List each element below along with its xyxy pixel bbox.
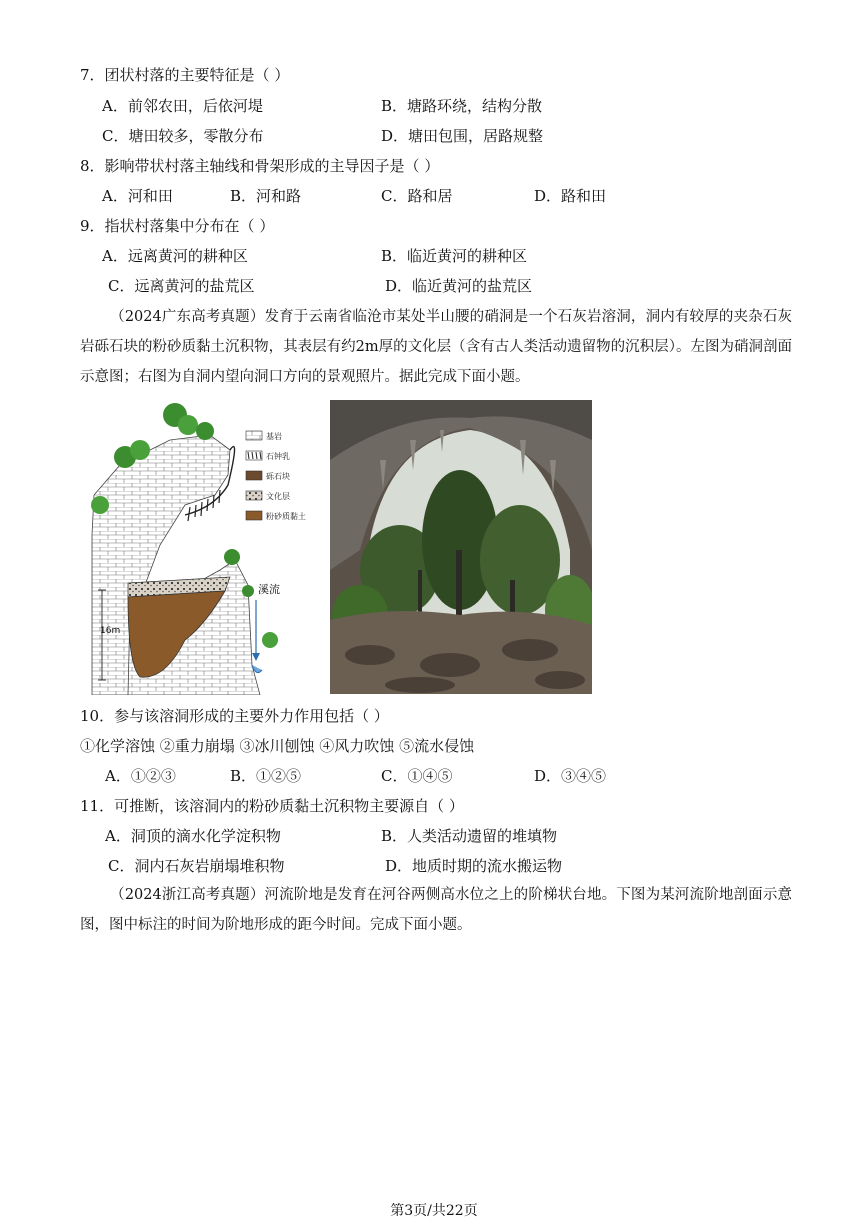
q10-option-c: C．①④⑤ <box>381 767 453 785</box>
q8-option-b: B．河和路 <box>230 187 302 205</box>
legend-item-silty-clay: 粉砂质黏土 <box>266 512 306 521</box>
legend-item-stalactite: 石钟乳 <box>266 452 290 461</box>
q7-stem: 7．团状村落的主要特征是（ ） <box>80 66 290 84</box>
q9-option-c: C．远离黄河的盐荒区 <box>108 277 255 295</box>
passage-guangdong-text: （2024广东高考真题）发育于云南省临沧市某处半山腰的硝洞是一个石灰岩溶洞，洞内有较厚的夹杂石灰岩砾石块的粉砂质黏土沉积物，其表层有约2m厚的文化层（含有古人类活动遗留物的沉积层）。左图为硝洞剖面示意图；右图为自洞内望向洞口方向的景观照片。据此完成下面小题。 <box>80 309 792 385</box>
q7-option-c: C．塘田较多，零散分布 <box>102 127 264 145</box>
q10-stem: 10．参与该溶洞形成的主要外力作用包括（ ） <box>80 707 389 725</box>
q7-option-b: B．塘路环绕，结构分散 <box>381 97 543 115</box>
legend-item-cultural-layer: 文化层 <box>266 492 290 501</box>
q8-stem: 8．影响带状村落主轴线和骨架形成的主导因子是（ ） <box>80 157 440 175</box>
q9-option-a: A．远离黄河的耕种区 <box>102 247 248 265</box>
height-label: 16m <box>100 626 121 636</box>
q7-option-d: D．塘田包围，居路规整 <box>381 127 544 145</box>
q10-option-b: B．①②⑤ <box>230 767 302 785</box>
legend <box>246 431 306 521</box>
q11-option-c: C．洞内石灰岩崩塌堆积物 <box>108 857 285 875</box>
cave-section-diagram <box>80 395 325 695</box>
q9-option-d: D．临近黄河的盐荒区 <box>385 277 533 295</box>
stream-label: 溪流 <box>258 583 280 596</box>
legend-item-bedrock: 基岩 <box>266 432 282 441</box>
passage-zhejiang-text: （2024浙江高考真题）河流阶地是发育在河谷两侧高水位之上的阶梯状台地。下图为某河流阶地剖面示意图，图中标注的时间为阶地形成的距今时间。完成下面小题。 <box>80 887 792 933</box>
passage-guangdong <box>80 302 792 392</box>
q7-option-a: A．前邻农田，后依河堤 <box>102 97 263 115</box>
q9-stem: 9．指状村落集中分布在（ ） <box>80 217 275 235</box>
q11-option-b: B．人类活动遗留的堆填物 <box>381 827 558 845</box>
legend-item-gravel: 砾石块 <box>266 472 290 481</box>
q9-option-b: B．临近黄河的耕种区 <box>381 247 528 265</box>
q11-option-d: D．地质时期的流水搬运物 <box>385 857 563 875</box>
q10-option-d: D．③④⑤ <box>534 767 607 785</box>
q10-options-line: ①化学溶蚀 ②重力崩塌 ③冰川刨蚀 ④风力吹蚀 ⑤流水侵蚀 <box>80 737 475 755</box>
passage-zhejiang <box>80 880 792 940</box>
q11-option-a: A．洞顶的滴水化学淀积物 <box>105 827 281 845</box>
q8-option-d: D．路和田 <box>534 187 607 205</box>
q8-option-c: C．路和居 <box>381 187 453 205</box>
cave-entrance-photo <box>330 400 592 694</box>
q11-stem: 11．可推断，该溶洞内的粉砂质黏土沉积物主要源自（ ） <box>80 797 464 815</box>
q8-option-a: A．河和田 <box>102 187 173 205</box>
page-number: 第3页/共22页 <box>390 1203 478 1219</box>
q10-option-a: A．①②③ <box>105 767 176 785</box>
